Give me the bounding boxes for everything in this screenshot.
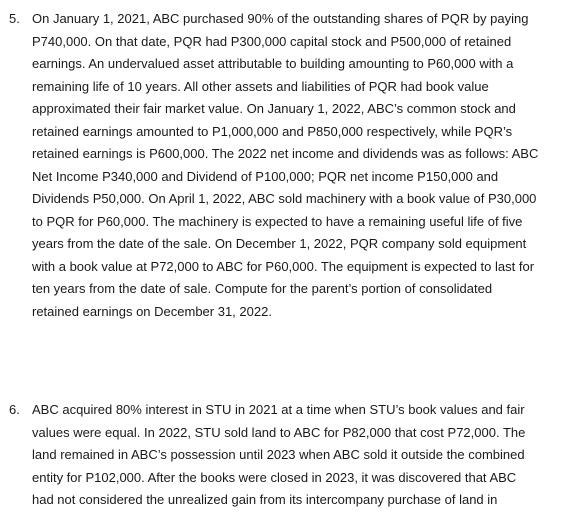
question-text-line: years from the date of the sale. On December 1, 2022, PQR company sold equipment (32, 236, 527, 251)
question-number: 6. (9, 402, 20, 417)
question-text-line: entity for P102,000. After the books were closed in 2023, it was discovered that ABC (32, 469, 517, 485)
question-text-line: retained earnings is P600,000. The 2022 net income and dividends was as follows: ABC (32, 146, 539, 161)
question-text-line: approximated their fair market value. On January 1, 2022, ABC’s common stock and (32, 101, 516, 116)
question-text-line: with a book value at P72,000 to ABC for P60,000. The equipment is expected to last for (32, 258, 535, 274)
question-text-line: remaining life of 10 years. All other assets and liabilities of PQR had book value (32, 78, 489, 94)
question-text-line: On January 1, 2021, ABC purchased 90% of the outstanding shares of PQR by paying (32, 11, 529, 26)
question-text-line: to PQR for P60,000. The machinery is expected to have a remaining useful life of five (32, 213, 523, 229)
question-text-line: retained earnings amounted to P1,000,000 and P850,000 respectively, while PQR’s (32, 123, 513, 139)
question-text-line: values were equal. In 2022, STU sold land to ABC for P82,000 that cost P72,000. The (32, 424, 526, 440)
question-text-line: had not considered the unrealized gain from its intercompany purchase of land in (32, 492, 498, 507)
question-text-line: Net Income P340,000 and Dividend of P100,000; PQR net income P150,000 and (32, 168, 499, 184)
question-text-line: ABC acquired 80% interest in STU in 2021 at a time when STU’s book values and fair (32, 402, 525, 417)
question-number: 5. (9, 11, 20, 26)
question-text-line: earnings. An undervalued asset attributable to building amounting to P60,000 with a (32, 56, 514, 71)
question-text-line: P740,000. On that date, PQR had P300,000 capital stock and P500,000 of retained (32, 33, 512, 49)
question-text-line: ten years from the date of sale. Compute for the parent’s portion of consolidated (32, 281, 493, 296)
question-text-line: Dividends P50,000. On April 1, 2022, ABC sold machinery with a book value of P30,000 (32, 191, 537, 206)
question-text-line: retained earnings on December 31, 2022. (32, 303, 272, 319)
question-text-line: land remained in ABC’s possession until 2023 when ABC sold it outside the combined (32, 447, 525, 462)
